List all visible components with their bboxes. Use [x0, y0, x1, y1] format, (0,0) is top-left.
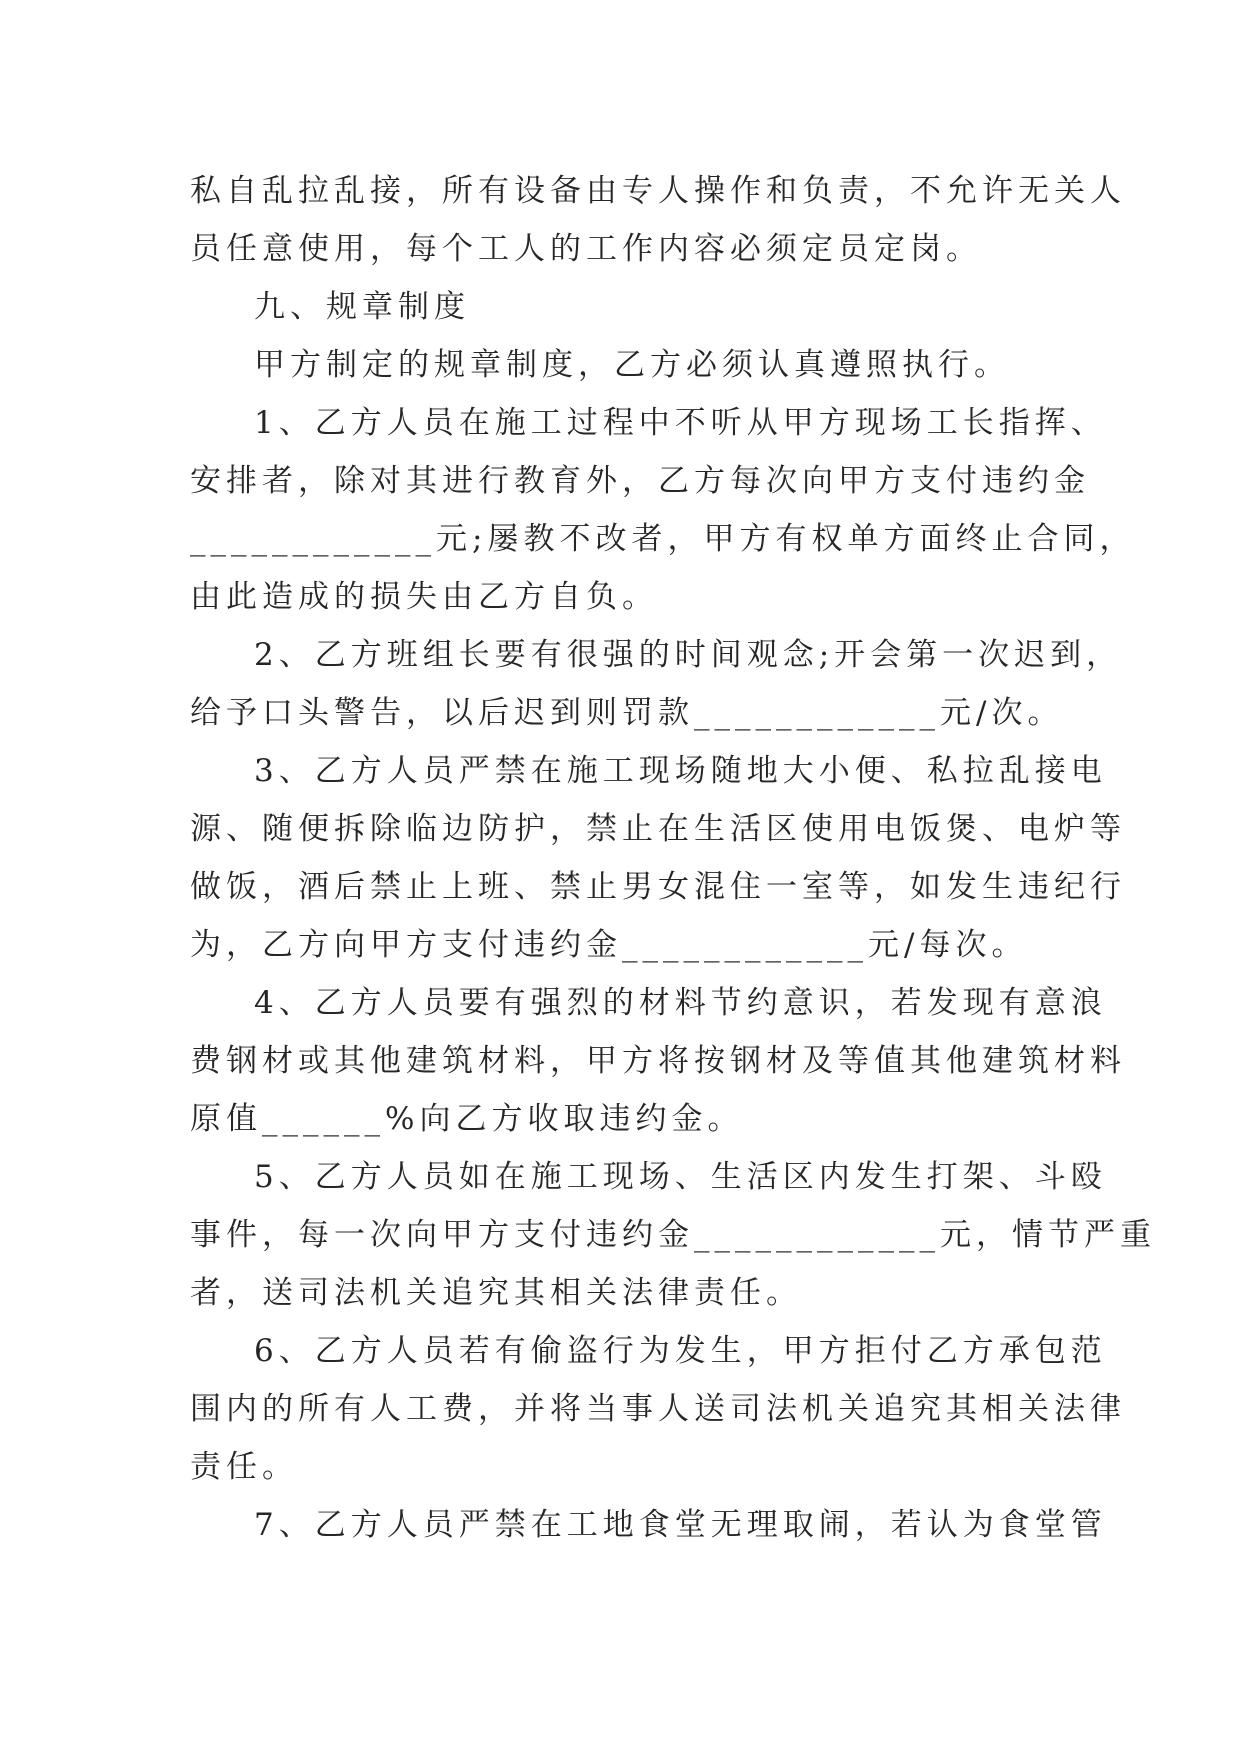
contract-text-body: [190, 162, 1156, 1554]
text-line: 甲方制定的规章制度，乙方必须认真遵照执行。: [254, 347, 1010, 383]
text-line: 者，送司法机关追究其相关法律责任。: [190, 1275, 802, 1311]
clause-3-start: 3、乙方人员严禁在施工现场随地大小便、私拉乱接电: [254, 753, 1107, 789]
text-line: 源、随便拆除临边防护，禁止在生活区使用电饭煲、电炉等: [190, 811, 1126, 847]
clause-7-start: 7、乙方人员严禁在工地食堂无理取闹，若认为食堂管: [254, 1507, 1107, 1543]
clause-1-start: 1、乙方人员在施工过程中不听从甲方现场工长指挥、: [254, 405, 1107, 441]
text-line: 私自乱拉乱接，所有设备由专人操作和负责，不允许无关人: [190, 173, 1126, 209]
clause-6-start: 6、乙方人员若有偷盗行为发生，甲方拒付乙方承包范: [254, 1333, 1107, 1369]
clause-5-start: 5、乙方人员如在施工现场、生活区内发生打架、斗殴: [254, 1159, 1107, 1195]
text-line: 安排者，除对其进行教育外，乙方每次向甲方支付违约金: [190, 463, 1090, 499]
text-line: 原值______%向乙方收取违约金。: [190, 1101, 744, 1137]
text-line: 员任意使用，每个工人的工作内容必须定员定岗。: [190, 231, 982, 267]
text-line: 做饭，酒后禁止上班、禁止男女混住一室等，如发生违纪行: [190, 869, 1126, 905]
text-line: 给予口头警告，以后迟到则罚款____________元/次。: [190, 695, 1064, 731]
text-line: 费钢材或其他建筑材料，甲方将按钢材及等值其他建筑材料: [190, 1043, 1126, 1079]
section-heading: 九、规章制度: [254, 289, 470, 325]
text-line: 责任。: [190, 1449, 298, 1485]
text-line: 事件，每一次向甲方支付违约金____________元，情节严重: [190, 1217, 1156, 1253]
text-line: 为，乙方向甲方支付违约金____________元/每次。: [190, 927, 1028, 963]
text-line: 围内的所有人工费，并将当事人送司法机关追究其相关法律: [190, 1391, 1126, 1427]
clause-4-start: 4、乙方人员要有强烈的材料节约意识，若发现有意浪: [254, 985, 1107, 1021]
text-line: 由此造成的损失由乙方自负。: [190, 579, 658, 615]
clause-2-start: 2、乙方班组长要有很强的时间观念;开会第一次迟到，: [254, 637, 1123, 673]
text-line: ____________元;屡教不改者，甲方有权单方面终止合同，: [190, 521, 1136, 557]
